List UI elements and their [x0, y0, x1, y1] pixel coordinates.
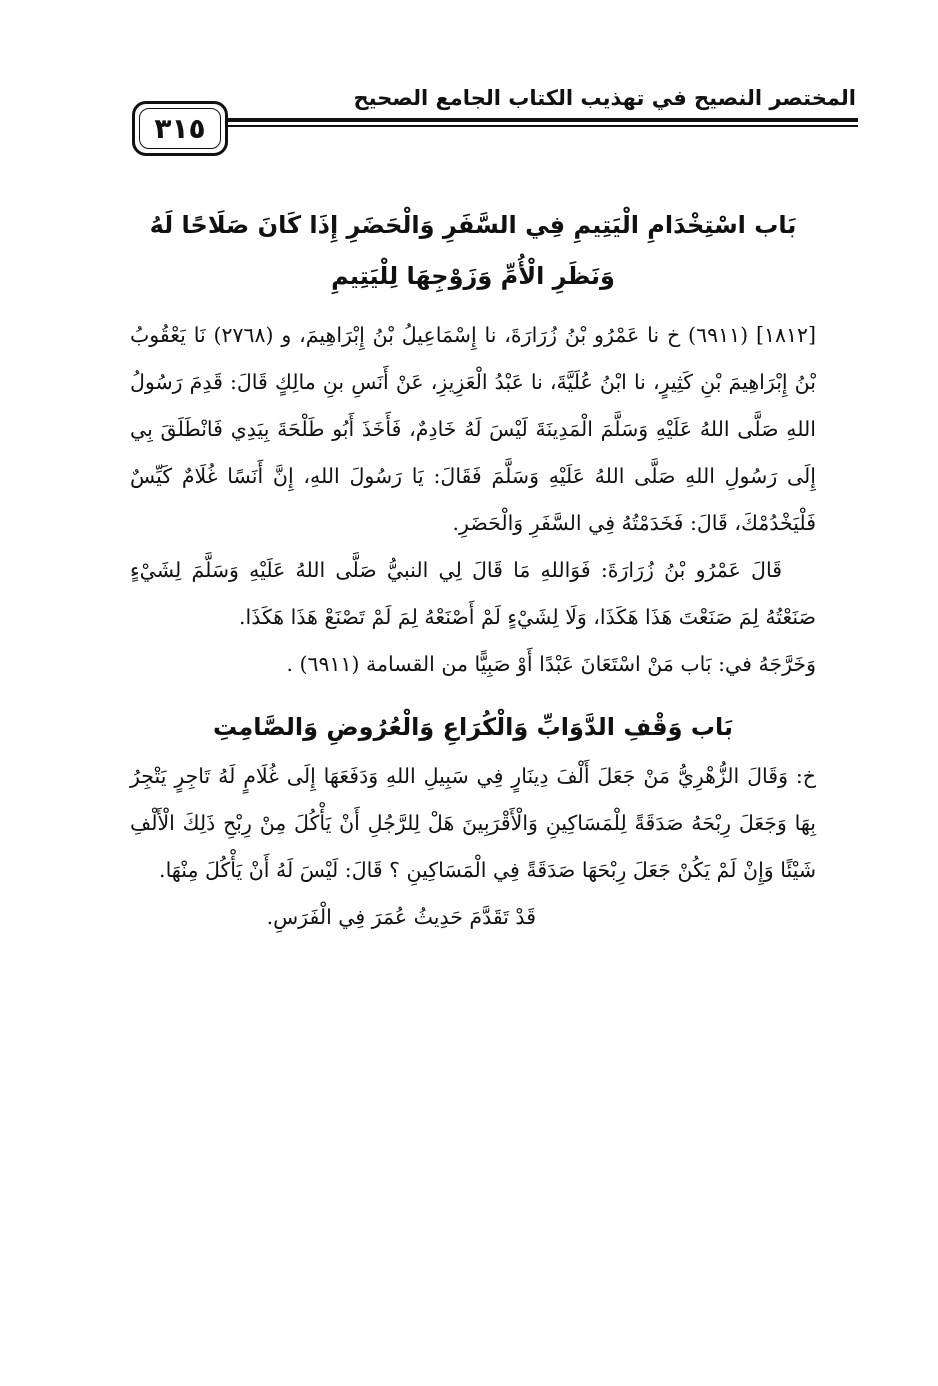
header-rule-thin: [228, 125, 858, 127]
chapter-heading-1: بَاب اسْتِخْدَامِ الْيَتِيمِ فِي السَّفَرِ وَالْحَضَرِ إِذَا كَانَ صَلَاحًا لَهُ وَنَظَرِ الْأُمِّ وَزَوْجِهَا لِلْيَتِيمِ: [149, 211, 797, 290]
spacer: [130, 302, 816, 312]
takhrij-note: وَخَرَّجَهُ في: بَاب مَنْ اسْتَعَانَ عَبْدًا أَوْ صَبِيًّا من القسامة (٦٩١١) .: [286, 652, 816, 676]
cross-reference-note: قَدْ تَقَدَّمَ حَدِيثُ عُمَرَ فِي الْفَرَسِ.: [266, 905, 536, 929]
zuhri-paragraph: خ: وَقَالَ الزُّهْرِيُّ مَنْ جَعَلَ أَلْفَ دِينَارٍ فِي سَبِيلِ اللهِ وَدَفَعَهَا إِلَى غُلَامٍ لَهُ تَاجِرٍ يَتْجِرُ بِهَا وَجَعَلَ رِبْحَهُ صَدَقَةً لِلْمَسَاكِينِ وَالْأَقْرَبِينَ هَلْ لِلرَّجُلِ أَنْ يَأْكُلَ مِنْ رِبْحِ ذَلِكَ الْأَلْفِ شَيْئًا وَإِنْ لَمْ يَكُنْ جَعَلَ رِبْحَهَا صَدَقَةً فِي الْمَسَاكِينِ ؟ قَالَ: لَيْسَ لَهُ أَنْ يَأْكُلَ مِنْهَا.: [130, 764, 816, 882]
hadith-paragraph: [١٨١٢] (٦٩١١) خ نا عَمْرُو بْنُ زُرَارَةَ، نا إِسْمَاعِيلُ بْنُ إِبْرَاهِيمَ، و (٢٧٦٨) نَا يَعْقُوبُ بْنُ إِبْرَاهِيمَ بْنِ كَثِيرٍ، نا ابْنُ عُلَيَّةَ، نا عَبْدُ الْعَزِيزِ، عَنْ أَنَسِ بنِ مالِكٍ قَالَ: قَدِمَ رَسُولُ اللهِ صَلَّى اللهُ عَلَيْهِ وَسَلَّمَ الْمَدِينَةَ لَيْسَ لَهُ خَادِمٌ، فَأَخَذَ أَبُو طَلْحَةَ بِيَدِي فَانْطَلَقَ بِي إِلَى رَسُولِ اللهِ صَلَّى اللهُ عَلَيْهِ وَسَلَّمَ فَقَالَ: يَا رَسُولَ اللهِ، إِنَّ أَنَسًا غُلَامٌ كَيِّسٌ فَلْيَخْدُمْكَ، قَالَ: فَخَدَمْتُهُ فِي السَّفَرِ وَالْحَضَرِ.: [130, 323, 816, 535]
page-content: [130, 200, 816, 941]
chapter-heading-2: بَاب وَقْفِ الدَّوَابِّ وَالْكُرَاعِ وَالْعُرُوضِ وَالصَّامِتِ: [212, 713, 734, 741]
running-header-title: المختصر النصيح في تهذيب الكتاب الجامع الصحيح: [353, 86, 856, 110]
page-number: ٣١٥: [154, 112, 206, 145]
header-rule-thick: [228, 118, 858, 122]
narrator-quote-paragraph: قَالَ عَمْرُو بْنُ زُرَارَةَ: فَوَاللهِ مَا قَالَ لِي النبيُّ صَلَّى اللهُ عَلَيْهِ وَسَلَّمَ لِشَيْءٍ صَنَعْتُهُ لِمَ صَنَعْتَ هَذَا هَكَذَا، وَلَا لِشَيْءٍ لَمْ أَصْنَعْهُ لِمَ لَمْ تَصْنَعْ هَذَا هَكَذَا.: [130, 558, 816, 629]
page-number-box: [132, 101, 228, 156]
spacer: [130, 688, 816, 702]
